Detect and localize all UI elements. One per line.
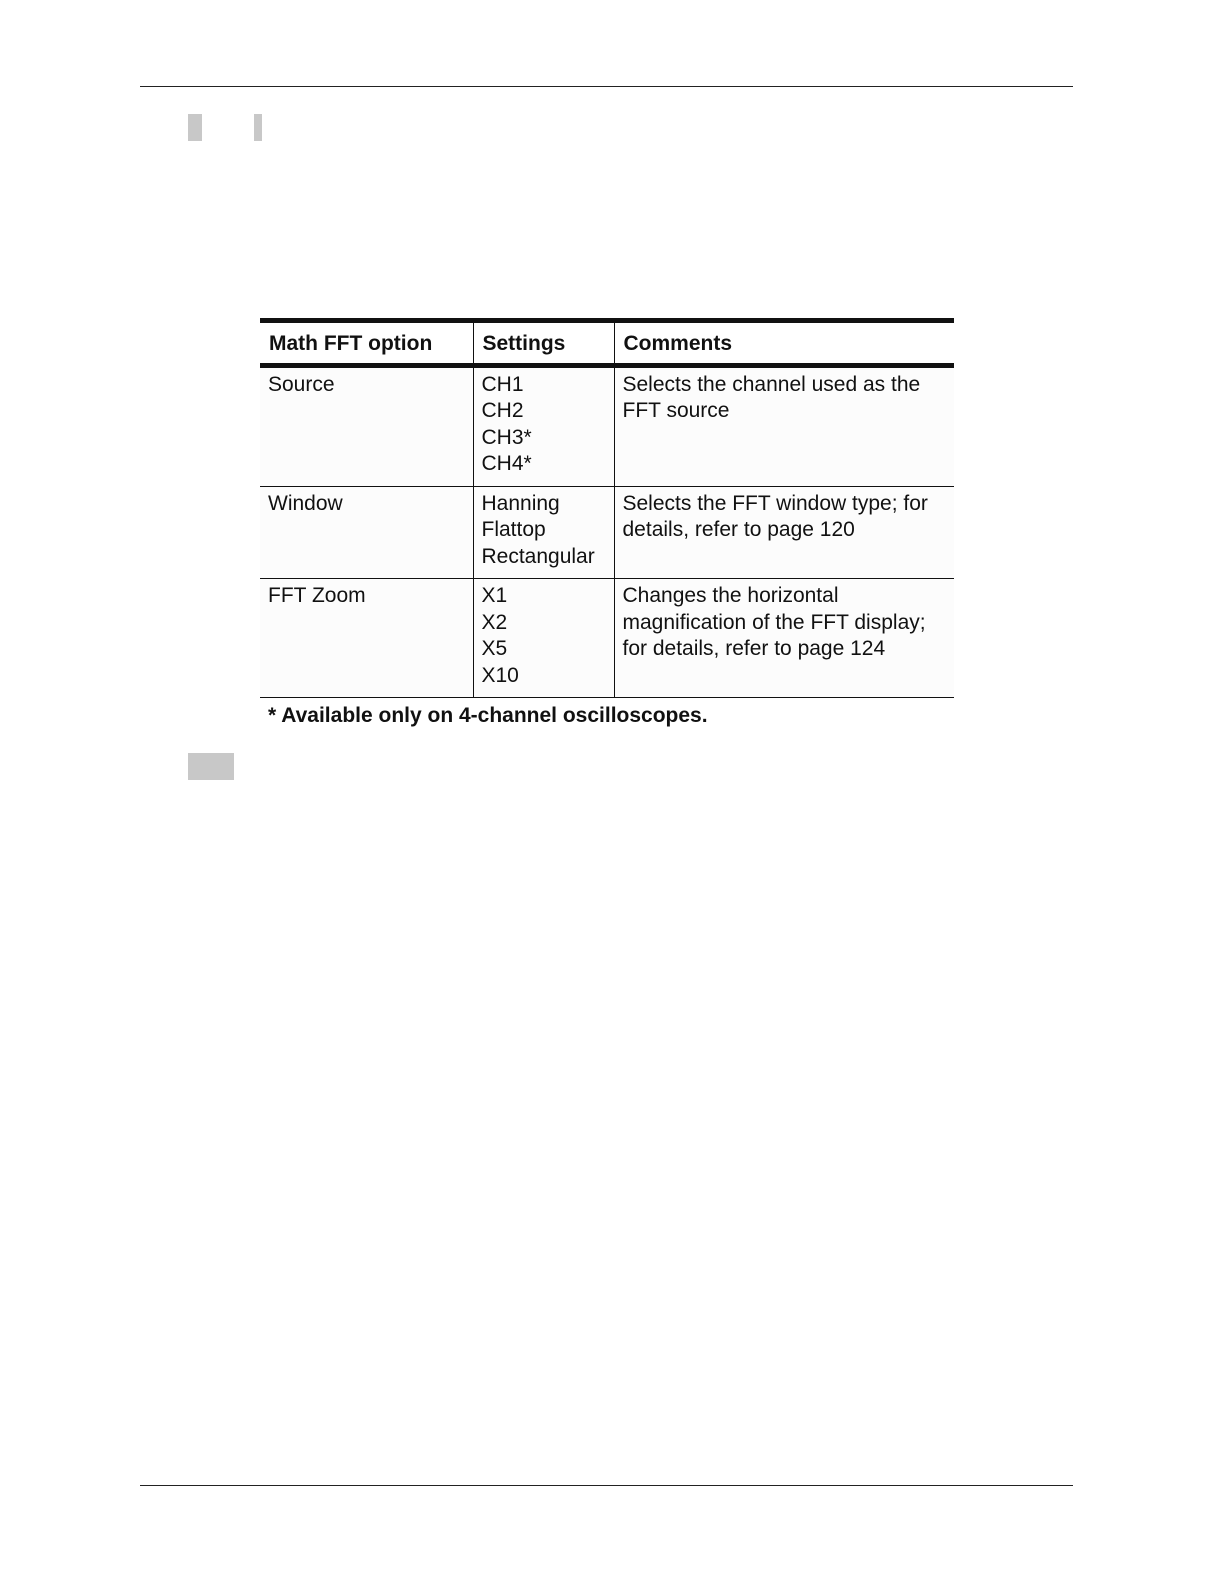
setting-value: CH4* bbox=[481, 452, 532, 475]
option-cell: Window bbox=[260, 486, 473, 579]
math-fft-options-table-container bbox=[260, 318, 954, 728]
option-cell: FFT Zoom bbox=[260, 579, 473, 698]
setting-value: Hanning bbox=[481, 491, 560, 515]
column-header-settings: Settings bbox=[473, 321, 614, 366]
math-fft-options-table bbox=[260, 318, 954, 698]
redacted-block bbox=[188, 753, 234, 780]
setting-value: Rectangular bbox=[481, 544, 595, 568]
redacted-block bbox=[254, 114, 262, 141]
setting-value: X2 bbox=[481, 610, 508, 634]
settings-cell bbox=[473, 486, 614, 579]
setting-value: X1 bbox=[481, 584, 508, 607]
setting-value: X5 bbox=[481, 637, 508, 660]
table-row-source bbox=[260, 365, 954, 486]
setting-value: CH2 bbox=[481, 399, 524, 422]
header-rule bbox=[140, 86, 1073, 87]
footer-rule bbox=[140, 1485, 1073, 1486]
table-row-window bbox=[260, 486, 954, 579]
settings-cell bbox=[473, 579, 614, 698]
comment-cell: Selects the channel used as the FFT source bbox=[614, 365, 954, 486]
table-row-fft-zoom bbox=[260, 579, 954, 698]
comment-cell: Changes the horizontal magnification of the FFT display; for details, refer to page 124 bbox=[614, 579, 954, 698]
table-header-row bbox=[260, 321, 954, 366]
setting-value: CH3* bbox=[481, 425, 532, 449]
setting-value: CH1 bbox=[481, 372, 524, 396]
option-cell: Source bbox=[260, 365, 473, 486]
column-header-comments: Comments bbox=[614, 321, 954, 366]
comment-cell: Selects the FFT window type; for details, refer to page 120 bbox=[614, 486, 954, 579]
table-footnote: * Available only on 4-channel oscilloscopes. bbox=[268, 704, 708, 727]
setting-value: Flattop bbox=[481, 518, 546, 541]
settings-cell bbox=[473, 365, 614, 486]
redacted-block bbox=[188, 114, 202, 141]
column-header-option: Math FFT option bbox=[260, 321, 473, 366]
setting-value: X10 bbox=[481, 663, 519, 687]
